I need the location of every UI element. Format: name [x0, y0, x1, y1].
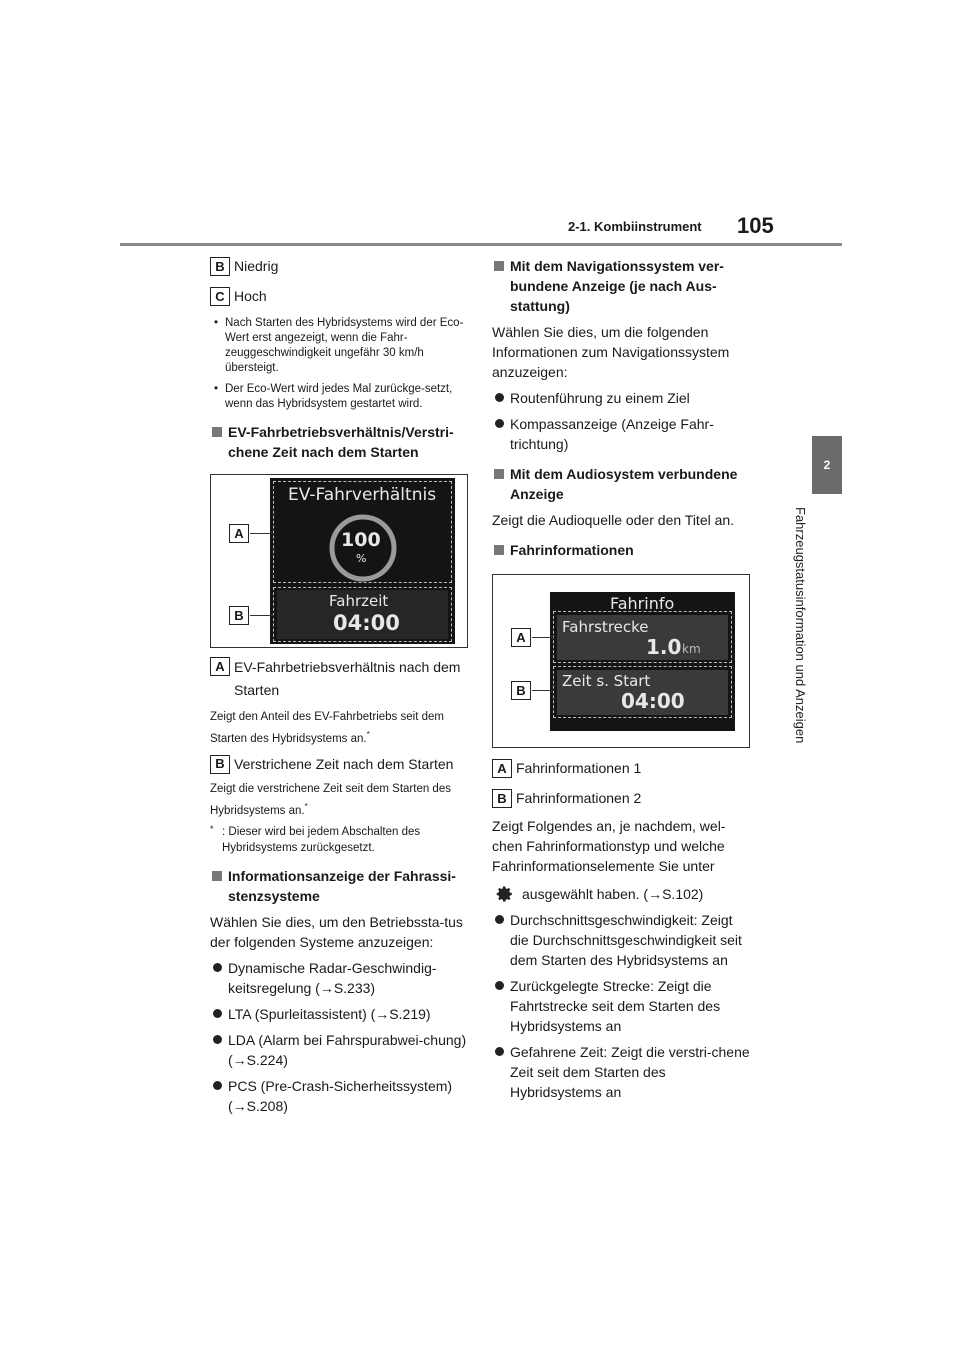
- ev-item-a-desc: Zeigt den Anteil des EV-Fahrbetriebs seit dem Starten des Hybridsystems an.*: [210, 711, 444, 745]
- nav-item: Routenführung zu einem Ziel: [492, 388, 750, 408]
- fig-label-a: A: [229, 524, 249, 543]
- ev-heading: EV-Fahrbetriebsverhältnis/Verstri-chene Zeit nach dem Starten: [210, 422, 468, 462]
- eco-item-low: [210, 256, 468, 276]
- assist-item: PCS (Pre-Crash-Sicherheitssystem) (→S.208): [210, 1076, 468, 1116]
- fig-label-b: B: [511, 681, 531, 700]
- trip-row1-unit: km: [682, 642, 701, 656]
- ev-figure: [210, 474, 468, 648]
- chapter-title: Fahrzeugstatusinformation und Anzeigen: [793, 507, 808, 744]
- eco-note: • Nach Starten des Hybridsystems wird der Eco-Wert erst angezeigt, wenn die Fahr-zeuggeschwindigkeit ungefähr 30 km/h übersteigt.: [210, 316, 468, 376]
- label-b-box: B: [492, 789, 512, 808]
- eco-item-high: [210, 286, 468, 306]
- assist-item: LDA (Alarm bei Fahrspurabwei-chung) (→S.224): [210, 1030, 468, 1070]
- assist-heading: Informationsanzeige der Fahrassi-stenzsysteme: [210, 866, 468, 906]
- trip-row2-title: Zeit s. Start: [562, 672, 651, 690]
- trip-para-2: ausgewählt haben. (→S.102): [492, 884, 750, 904]
- nav-heading: Mit dem Navigationssystem ver-bundene Anzeige (je nach Aus-stattung): [492, 256, 750, 316]
- audio-para: Zeigt die Audioquelle oder den Titel an.: [492, 512, 735, 528]
- label-a-box: A: [210, 657, 230, 676]
- ev-gauge-unit: %: [356, 552, 367, 565]
- footnote: * : Dieser wird bei jedem Abschalten des Hybridsystems zurückgesetzt.: [210, 823, 421, 854]
- assist-item: Dynamische Radar-Geschwindig-keitsregelung (→S.233): [210, 958, 468, 998]
- header-divider: [120, 243, 842, 246]
- ev-title: EV-Fahrverhältnis: [288, 485, 437, 505]
- ev-time-title: Fahrzeit: [329, 592, 389, 610]
- trip-item-a: [492, 758, 750, 778]
- ev-item-a: [210, 656, 468, 702]
- nav-item: Kompassanzeige (Anzeige Fahr-trichtung): [492, 414, 750, 454]
- leader-b: [250, 615, 274, 616]
- section-title: 2-1. Kombiinstrument: [568, 219, 702, 234]
- trip-row2-value: 04:00: [621, 689, 685, 713]
- ev-gauge-value: 100: [341, 529, 381, 551]
- nav-para: Wählen Sie dies, um die folgenden Informationen zum Navigationssystem anzuzeigen:: [492, 324, 730, 380]
- trip-row1-value: 1.0: [646, 635, 682, 659]
- trip-item-text: Fahrinformationen 1: [516, 760, 642, 776]
- label-b-box: B: [210, 257, 230, 276]
- page-number: 105: [737, 213, 774, 238]
- ev-item-b: [210, 754, 468, 774]
- label-c-box: C: [210, 287, 230, 306]
- leader-a: [250, 533, 274, 534]
- left-column: [210, 256, 468, 1116]
- eco-item-text: Hoch: [234, 288, 267, 304]
- fig-label-a: A: [511, 628, 531, 647]
- ev-item-a-text: EV-Fahrbetriebsverhältnis nach dem Starten: [234, 659, 461, 698]
- label-b-box: B: [210, 755, 230, 774]
- trip-figure: [492, 574, 750, 748]
- ev-time-value: 04:00: [333, 611, 400, 635]
- trip-detail: Durchschnittsgeschwindigkeit: Zeigt die Durchschnittsgeschwindigkeit seit dem Starten des Hybridsystems an: [492, 910, 750, 970]
- right-column: [492, 256, 750, 1102]
- trip-item-text: Fahrinformationen 2: [516, 790, 642, 806]
- leader-a: [532, 637, 554, 638]
- trip-para: Zeigt Folgendes an, je nachdem, wel-chen Fahrinformationstyp und welche Fahrinformationselemente Sie unter: [492, 818, 726, 874]
- audio-heading: Mit dem Audiosystem verbundene Anzeige: [492, 464, 750, 504]
- chapter-tab: 2: [812, 436, 842, 494]
- trip-item-b: [492, 788, 750, 808]
- eco-item-text: Niedrig: [234, 258, 279, 274]
- assist-item: LTA (Spurleitassistent) (→S.219): [210, 1004, 468, 1024]
- ev-item-b-text: Verstrichene Zeit nach dem Starten: [234, 755, 454, 772]
- leader-b: [532, 690, 554, 691]
- trip-detail: Gefahrene Zeit: Zeigt die verstri-chene Zeit seit dem Starten des Hybridsystems an: [492, 1042, 750, 1102]
- ev-item-b-desc: Zeigt die verstrichene Zeit seit dem Starten des Hybridsystems an.*: [210, 782, 451, 817]
- trip-detail: Zurückgelegte Strecke: Zeigt die Fahrtstrecke seit dem Starten des Hybridsystems an: [492, 976, 750, 1036]
- trip-row1-title: Fahrstrecke: [562, 618, 649, 636]
- trip-heading: Fahrinformationen: [492, 540, 750, 560]
- fig-label-b: B: [229, 606, 249, 625]
- eco-note: • Der Eco-Wert wird jedes Mal zurückge-setzt, wenn das Hybridsystem gestartet wird.: [210, 382, 468, 412]
- label-a-box: A: [492, 759, 512, 778]
- gear-icon: [496, 885, 514, 903]
- trip-title: Fahrinfo: [610, 594, 675, 613]
- assist-para: Wählen Sie dies, um den Betriebssta-tus der folgenden Systeme anzuzeigen:: [210, 913, 463, 950]
